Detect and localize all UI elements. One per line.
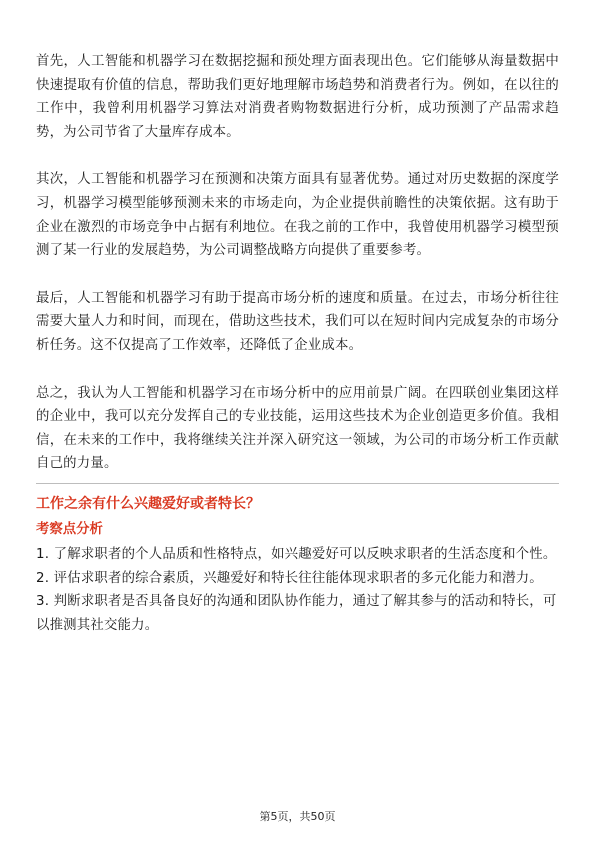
- paragraph-prediction: 其次，人工智能和机器学习在预测和决策方面具有显著优势。通过对历史数据的深度学习，机器学习模型能够预测未来的市场走向，为企业提供前瞻性的决策依据。这有助于企业在激烈的市场竞争中占据有利地位。在我之前的工作中，我曾使用机器学习模型预测了某一行业的发展趋势，为公司调整战略方向提供了重要参考。: [36, 172, 559, 259]
- list-item: 3. 判断求职者是否具备良好的沟通和团队协作能力，通过了解其参与的活动和特长，可以推测其社交能力。: [36, 594, 557, 633]
- list-item: 1. 了解求职者的个人品质和性格特点，如兴趣爱好可以反映求职者的生活态度和个性。: [36, 546, 557, 562]
- section-divider: [36, 483, 559, 484]
- paragraph-conclusion: 总之，我认为人工智能和机器学习在市场分析中的应用前景广阔。在四联创业集团这样的企业中，我可以充分发挥自己的专业技能，运用这些技术为企业创造更多价值。我相信，在未来的工作中，我将继续关注并深入研究这一领域，为公司的市场分析工作贡献自己的力量。: [36, 385, 559, 472]
- analysis-points-list: [36, 543, 559, 637]
- page-number: 第5页，共50页: [259, 810, 336, 823]
- analysis-heading: 考察点分析: [36, 521, 103, 537]
- paragraph-data-mining: 首先，人工智能和机器学习在数据挖掘和预处理方面表现出色。它们能够从海量数据中快速提取有价值的信息，帮助我们更好地理解市场趋势和消费者行为。例如，在以往的工作中，我曾利用机器学习算法对消费者购物数据进行分析，成功预测了产品需求趋势，为公司节省了大量库存成本。: [36, 54, 559, 140]
- list-item: 2. 评估求职者的综合素质，兴趣爱好和特长往往能体现求职者的多元化能力和潜力。: [36, 570, 543, 586]
- question-title: 工作之余有什么兴趣爱好或者特长？: [36, 495, 260, 512]
- page-content: [36, 50, 559, 637]
- paragraph-speed-quality: 最后，人工智能和机器学习有助于提高市场分析的速度和质量。在过去，市场分析往往需要大量人力和时间，而现在，借助这些技术，我们可以在短时间内完成复杂的市场分析任务。这不仅提高了工作效率，还降低了企业成本。: [36, 290, 559, 353]
